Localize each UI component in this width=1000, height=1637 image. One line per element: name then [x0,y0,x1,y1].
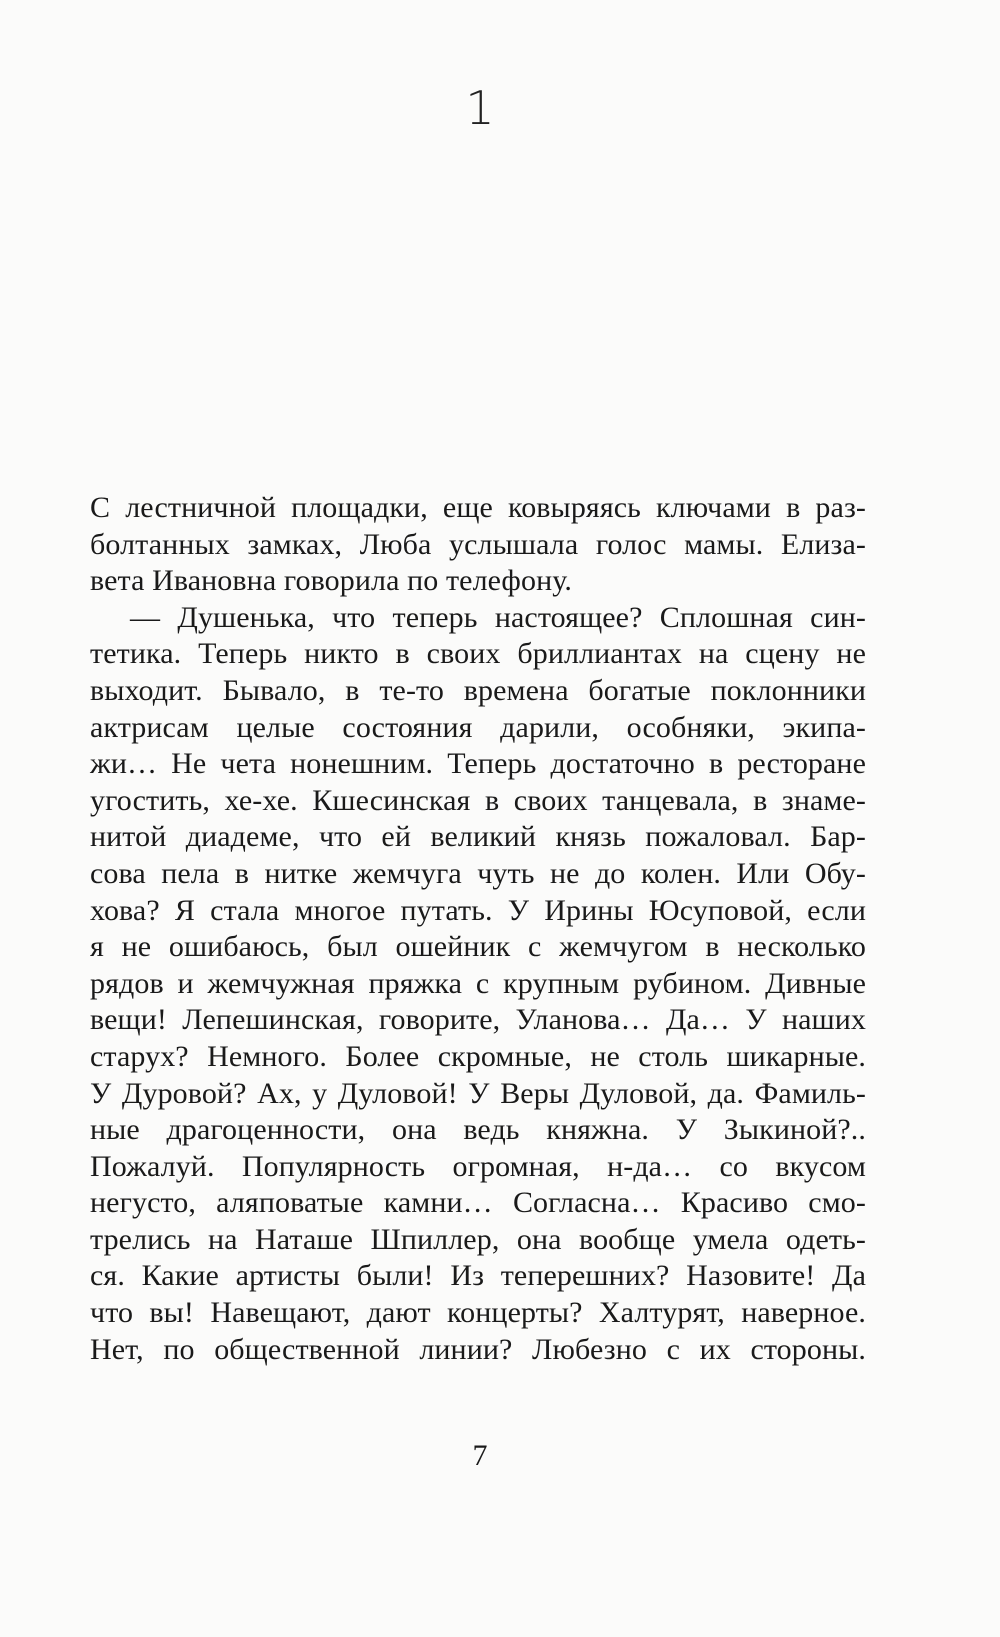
chapter-number: 1 [465,81,495,135]
text-line: ные драгоценности, она ведь княжна. У Зыкиной?.. [90,1113,866,1147]
text-line: рядов и жемчужная пряжка с крупным рубином. Дивные [90,966,866,1000]
text-line: С лестничной площадки, еще ковыряясь ключами в раз- [90,491,866,524]
page-number: 7 [472,1439,488,1472]
text-line: сова пела в нитке жемчуга чуть не до колен. Или Обу- [90,856,866,890]
text-line: Пожалуй. Популярность огромная, н-да… со вкусом [90,1149,866,1183]
text-line: старух? Немного. Более скромные, не столь шикарные. [90,1039,866,1073]
text-line: нитой диадеме, что ей великий князь пожаловал. Бар- [90,820,866,854]
text-line: жи… Не чета нонешним. Теперь достаточно в ресторане [90,747,866,781]
text-line: трелись на Наташе Шпиллер, она вообще умела одеть- [90,1222,866,1256]
text-line: хова? Я стала многое путать. У Ирины Юсуповой, если [90,893,866,927]
text-line: угостить, хе-хе. Кшесинская в своих танцевала, в знаме- [90,783,866,817]
text-line: вещи! Лепешинская, говорите, Уланова… Да… У наших [90,1003,866,1037]
text-line: вета Ивановна говорила по телефону. [90,564,572,598]
text-line: актрисам целые состояния дарили, особняки, экипа- [90,710,866,744]
text-line: что вы! Навещают, дают концерты? Халтурят, наверное. [90,1296,866,1330]
text-line: выходит. Бывало, в те-то времена богатые поклонники [90,673,866,707]
text-line: У Дуровой? Ах, у Дуловой! У Веры Дуловой, да. Фамиль- [90,1076,866,1110]
text-line: болтанных замках, Люба услышала голос мамы. Елиза- [90,527,866,561]
body-text [90,490,866,1368]
text-line: негусто, аляповатые камни… Согласна… Красиво смо- [90,1186,866,1220]
text-line: тетика. Теперь никто в своих бриллиантах на сцену не [90,637,866,671]
text-line: Нет, по общественной линии? Любезно с их стороны. [90,1332,866,1366]
text-line: — Душенька, что теперь настоящее? Сплошная син- [130,600,866,634]
text-line: ся. Какие артисты были! Из теперешних? Назовите! Да [90,1259,866,1293]
text-line: я не ошибаюсь, был ошейник с жемчугом в несколько [90,930,866,964]
